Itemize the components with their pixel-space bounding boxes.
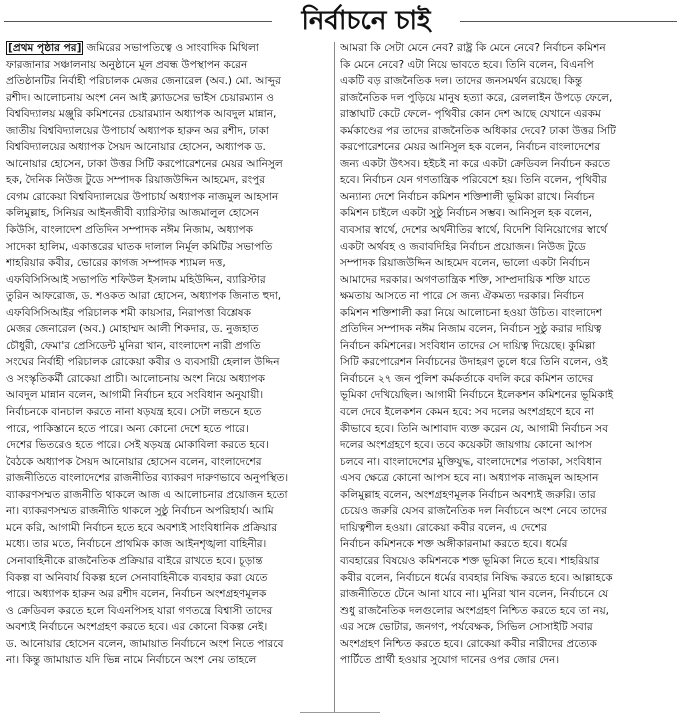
article-line	[340, 553, 673, 570]
article-line-text: প্রতিদিন সম্পাদক নঈম নিজাম বলেন, নির্বাচন সুষ্ঠু করার দায়িত্ব	[340, 323, 602, 336]
article-line	[6, 255, 331, 272]
article-line-text: দলের অংশগ্রহণে হবে। তবে কয়েকটা জায়গায় কোনো আপস	[340, 439, 592, 452]
article-line-text: হক, দৈনিক নিউজ টুডে সম্পাদক রিয়াজউদ্দিন আহমেদ, রংপুর	[6, 174, 266, 187]
continued-tag: [প্রথম পৃষ্ঠার পর]	[8, 42, 82, 54]
article-line	[340, 487, 673, 504]
article-line-text: এফবিসিসিআই সভাপতি শফিউল ইসলাম মহিউদ্দিন, ব্যারিস্টার	[6, 273, 266, 286]
article-line-text: জন্য একটা উৎসব। হইচই না করে একটা ক্রেডিবল নির্বাচন করতে	[340, 157, 610, 170]
article-line	[340, 90, 673, 107]
article-line	[6, 371, 331, 388]
article-line	[340, 57, 673, 74]
headline-bar	[0, 4, 681, 38]
headline-rule-right	[460, 21, 677, 22]
headline-rule-left	[4, 21, 272, 22]
article-line-text: পার্টিতে প্রার্থী হওয়ার সুযোগ দানের ওপর জোর দেন।	[340, 654, 560, 667]
article-line	[6, 619, 331, 636]
article-line	[340, 404, 673, 421]
article-line	[6, 421, 331, 438]
article-line	[340, 536, 673, 553]
article-line	[340, 520, 673, 537]
article-line	[340, 387, 673, 404]
article-line	[6, 106, 331, 123]
article-line	[6, 123, 331, 140]
article-line-text: দেশের ভিতরেও হতে পারে। সেই ষড়যন্ত্র মোকাবিলা করতে হবে।	[6, 439, 269, 452]
article-line-text: শাহরিয়ার কবীর, ভোরের কাগজ সম্পাদক শ্যামল দত্ত,	[6, 257, 226, 270]
article-line-text: প্রতিষ্ঠানটির নির্বাহী পরিচালক মেজর জেনারেল (অব.) মো. আব্দুর	[6, 75, 281, 88]
article-line-text: দায়িত্বশীল হওয়া। রোকেয়া কবীর বলেন, এ দেশের	[340, 521, 547, 534]
article-line	[340, 40, 673, 57]
headline: নির্বাচনে চাই	[301, 6, 431, 36]
article-line	[340, 354, 673, 371]
article-line-text: না। কিন্তু জামায়াত যদি ভিন্ন নামে নির্বাচনে অংশ নেয় তাহলে	[6, 654, 257, 667]
article-line-text: একটা অর্থবহ ও জবাবদিহির নির্বাচন প্রয়োজন। নিউজ টুডে	[340, 240, 586, 253]
article-line-text: কমিশন চাইলে একটা সুষ্ঠু নির্বাচন সম্ভব। আনিসুল হক বলেন,	[340, 207, 593, 220]
article-line-text: ও ক্রেডিবল করতে হলে বিএনপিসহ যারা গণতন্ত্রে বিশ্বাসী তাদের	[6, 604, 273, 617]
article-line	[6, 553, 331, 570]
article-line-text: এসব ক্ষেত্রে কোনো আপস হবে না। অধ্যাপক নাজমুল আহসান	[340, 472, 599, 485]
article-line-text: চলবে না। বাংলাদেশের মুক্তিযুদ্ধ, বাংলাদেশের পতাকা, সংবিধান	[340, 455, 602, 468]
article-line	[340, 272, 673, 289]
article-line	[6, 288, 331, 305]
article-line	[6, 470, 331, 487]
article-line	[6, 338, 331, 355]
article-line	[6, 354, 331, 371]
article-line	[6, 321, 331, 338]
article-line-text: কবীর বলেন, নির্বাচনে ধর্মের ব্যবহার নিষিদ্ধ করতে হবে। আল্লাহকে	[340, 571, 613, 584]
article-line	[6, 437, 331, 454]
article-line	[340, 305, 673, 322]
article-line	[340, 371, 673, 388]
article-line	[6, 652, 331, 669]
article-line-text: রাস্তাঘাট কেটে ফেলে- পৃথিবীর কোন দেশ আছে যেখানে এরকম	[340, 108, 601, 121]
article-line	[340, 603, 673, 620]
column-divider	[334, 42, 335, 712]
article-line-text: এর সঙ্গে ভোটার, জনগণ, পর্যবেক্ষক, সিভিল সোসাইটি সবার	[340, 621, 593, 634]
article-line	[6, 536, 331, 553]
article-line-text: অন্যান্য দেশে নির্বাচন কমিশন শক্তিশালী ভূমিকা রাখে। নির্বাচন	[340, 190, 595, 203]
article-line	[6, 272, 331, 289]
article-line-text: চৌধুরী, ফেমা'র প্রেসিডেন্ট মুনিরা খান, বাংলাদেশ নারী প্রগতি	[6, 339, 261, 352]
article-line-text: নির্বাচনকে বানচাল করতে নানা ষড়যন্ত্র হবে। সেটা লন্ডনে হতে	[6, 406, 262, 419]
article-line-text: মেজর জেনারেল (অব.) মোহাম্মদ আলী শিকদার, ড. নুজহাত	[6, 323, 259, 336]
article-line	[6, 156, 331, 173]
article-line-text: কর্মকাণ্ডের পর তাদের রাজনৈতিক অধিকার দেবে? ঢাকা উত্তর সিটি	[340, 124, 616, 137]
article-line	[340, 437, 673, 454]
article-line-text: ব্যবসার স্বার্থে, দেশের অর্থনীতির স্বার্থে, বিদেশি বিনিয়োগের স্বার্থে	[340, 224, 608, 237]
article-line	[340, 156, 673, 173]
article-line-text: সাদেকা হালিম, একাত্তরের ঘাতক দালাল নির্মূল কমিটির সভাপতি	[6, 240, 273, 253]
article-line-text: বলে দেবে ইলেকশন কেমন হবে: সব দলের অংশগ্রহণে হবে না	[340, 406, 594, 419]
article-line-text: রাজনীতিতে টেনে আনা যাবে না। মুনিরা খান বলেন, নির্বাচনে যে	[340, 588, 609, 601]
article-line	[340, 222, 673, 239]
article-line-text: তুরিন আফরোজ, ড. শওকত আরা হোসেন, অধ্যাপক জিনাত হুদা,	[6, 290, 282, 303]
article-line	[6, 503, 331, 520]
article-line-text: কমিশন শক্তিশালী করা নিয়ে আলোচনা হওয়া উচিত। বাংলাদেশ	[340, 306, 603, 319]
article-line-text: ফারজানার সঞ্চালনায় অনুষ্ঠানে মূল প্রবন্ধ উপস্থাপন করেন	[6, 58, 248, 71]
article-line	[6, 520, 331, 537]
article-line-text: ও সংস্কৃতিকর্মী রোকেয়া প্রাচী। আলোচনায় অংশ নিয়ে অধ্যাপক	[6, 372, 266, 385]
article-line-text: মনে করি, আগামী নির্বাচন হতে হবে অবশ্যই সাংবিধানিক প্রক্রিয়ার	[6, 521, 278, 534]
article-line-text: এফবিসিসিআইর পরিচালক শমী কায়সার, নিরাপত্তা বিশ্লেষক	[6, 306, 251, 319]
article-line-text: সিটি করপোরেশন নির্বাচনের উদাহরণ তুলে ধরে তিনি বলেন, ওই	[340, 356, 608, 369]
article-line-text: না। ব্যাকরণসম্মত রাজনীতি থাকলে সুষ্ঠু নির্বাচন অপরিহার্য। আমি	[6, 505, 274, 518]
article-line-text: মধ্যে। তার মতে, নির্বাচনে প্রাথমিক কাজ আইনশৃঙ্খলা বাহিনীর।	[6, 538, 267, 551]
article-line	[6, 570, 331, 587]
article-line-text: পারে। অধ্যাপক হারুন অর রশীদ বলেন, নির্বাচন অংশগ্রহণমূলক	[6, 588, 267, 601]
article-line	[6, 189, 331, 206]
article-column-right	[340, 40, 673, 712]
article-line	[6, 40, 331, 57]
article-line	[6, 205, 331, 222]
article-line	[340, 172, 673, 189]
article-line-text: নির্বাচন কমিশনের। সংবিধান তাদের সে দায়িত্ব দিয়েছে। কুমিল্লা	[340, 339, 596, 352]
article-line	[340, 619, 673, 636]
article-line	[340, 421, 673, 438]
article-line	[340, 106, 673, 123]
article-line	[6, 57, 331, 74]
article-line-text: হবে। নির্বাচন যেন গণতান্ত্রিক পরিবেশে হয়। তিনি বলেন, পৃথিবীর	[340, 174, 607, 187]
article-line	[6, 239, 331, 256]
article-line	[6, 586, 331, 603]
article-line-text: অংশগ্রহণ নিশ্চিত করতে হবে। রোকেয়া কবীর নারীদের প্রত্যেক	[340, 637, 597, 650]
article-line-text: একটি বড় রাজনৈতিক দল। তাদের জনসমর্থন রয়েছে। কিন্তু	[340, 75, 583, 88]
article-line	[340, 255, 673, 272]
article-line-text: আমাদের দরকার। অগণতান্ত্রিক শক্তি, সাম্প্রদায়িক শক্তি যাতে	[340, 273, 591, 286]
article-line-text: কিউসি, বাংলাদেশ প্রতিদিন সম্পাদক নঈম নিজাম, অধ্যাপক	[6, 224, 254, 237]
article-line-text: ক্ষমতায় আসতে না পারে সে জন্য ঐকমত্য দরকার। নির্বাচন	[340, 290, 584, 303]
article-line-text: আবদুল মান্নান বলেন, আগামী নির্বাচন হবে সংবিধান অনুযায়ী।	[6, 389, 264, 402]
article-line-text: নির্বাচনে ২৭ জন পুলিশ কর্মকর্তাকে বদলি করে কমিশন তাদের	[340, 372, 594, 385]
article-column-left	[6, 40, 331, 712]
article-line	[6, 603, 331, 620]
article-line	[6, 454, 331, 471]
article-line	[340, 454, 673, 471]
article-line-text: কীভাবে হবে। তিনি আশাবাদ ব্যক্ত করেন যে, আগামী নির্বাচন সব	[340, 422, 609, 435]
article-line	[340, 189, 673, 206]
article-line	[340, 470, 673, 487]
article-line-text: পারে, পাকিস্তানে হতে পারে। অন্য কোনো দেশে হতে পারে।	[6, 422, 249, 435]
article-line-text: কলিমুল্লাহ, সিনিয়র আইনজীবী ব্যারিস্টার আজমালুল হোসেন	[6, 207, 260, 220]
article-line	[340, 586, 673, 603]
article-line	[340, 139, 673, 156]
article-line	[340, 321, 673, 338]
article-line-text: সেনাবাহিনীকে রাজনৈতিক প্রক্রিয়ার বাইরে রাখতে হবে। চূড়ান্ত	[6, 554, 263, 567]
article-line-text: রশীদ। আলোচনায় অংশ নেন আই ক্ল্যাডসের ভাইস চেয়ারম্যান ও	[6, 91, 275, 104]
article-line	[6, 139, 331, 156]
article-line-text: জমিরের সভাপতিত্বে ও সাংবাদিক মিথিলা	[83, 42, 259, 54]
article-line	[6, 387, 331, 404]
article-line-text: কি মেনে নেবে? এটা নিয়ে ভাবতে হবে। তিনি বলেন, বিএনপি	[340, 58, 594, 71]
article-line	[340, 338, 673, 355]
article-line	[340, 288, 673, 305]
article-line-text: বিশ্ববিদ্যালয়ের অধ্যাপক সৈয়দ আনোয়ার হোসেন, অধ্যাপক ড.	[6, 141, 266, 154]
article-line	[340, 652, 673, 669]
article-line	[6, 404, 331, 421]
article-line	[340, 636, 673, 653]
article-line	[6, 222, 331, 239]
article-line-text: বৈঠকে অধ্যাপক সৈয়দ আনোয়ার হোসেন বলেন, বাংলাদেশের	[6, 455, 262, 468]
article-line-text: বিকল্প বা অনিবার্য বিকল্প হলে সেনাবাহিনীকে ব্যবহার করা যেতে	[6, 571, 268, 584]
article-line-text: নির্বাচন কমিশনকে শক্ত অঙ্গীকারনামা করতে হবে। ধর্মের	[340, 538, 568, 551]
article-line-text: অবশ্যই নির্বাচনে অংশগ্রহণ করতে হবে। এর কোনো বিকল্প নেই।	[6, 621, 268, 634]
article-line-text: চেয়েও জরুরি যেসব রাজনৈতিক দল নির্বাচনে অংশ নেবে তাদের	[340, 505, 607, 518]
article-line	[340, 73, 673, 90]
article-line	[340, 239, 673, 256]
article-line	[6, 487, 331, 504]
article-line-text: কলিমুল্লাহ বলেন, অংশগ্রহণমূলক নির্বাচন অবশ্যই জরুরি। তার	[340, 488, 596, 501]
article-line-text: ড. আনোয়ার হোসেন বলেন, জামায়াত নির্বাচনে অংশ নিতে পারবে	[6, 637, 284, 650]
article-line	[340, 205, 673, 222]
article-line-text: ব্যবহারের বিষয়েও কমিশনকে শক্ত ভূমিকা নিতে হবে। শাহরিয়ার	[340, 554, 600, 567]
article-line-text: শুধু রাজনৈতিক দলগুলোর অংশগ্রহণ নিশ্চিত করতে হবে তা নয়,	[340, 604, 610, 617]
article-line-text: বিশ্ববিদ্যালয় মঞ্জুরি কমিশনের চেয়ারম্যান অধ্যাপক আবদুল মান্নান,	[6, 108, 277, 121]
article-line	[6, 305, 331, 322]
article-line-text: বেগম রোকেয়া বিশ্ববিদ্যালয়ের উপাচার্য অধ্যাপক নাজমুল আহসান	[6, 190, 279, 203]
article-line	[6, 172, 331, 189]
article-line-text: রাজনীতিতে বাংলাদেশের রাজনীতির ব্যাকরণ দারুণভাবে অনুপস্থিত।	[6, 472, 289, 485]
article-line	[6, 73, 331, 90]
article-line-text: আনোয়ার হোসেন, ঢাকা উত্তর সিটি করপোরেশনের মেয়র আনিসুল	[6, 157, 283, 170]
article-line-text: সম্পাদক রিয়াজউদ্দিন আহমেদ বলেন, ভালো একটা নির্বাচন	[340, 257, 590, 270]
article-line	[6, 636, 331, 653]
article-line-text: জাতীয় বিশ্ববিদ্যালয়ের উপাচার্য অধ্যাপক হারুন অর রশীদ, ঢাকা	[6, 124, 269, 137]
article-line	[340, 123, 673, 140]
article-line-text: আমরা কি সেটা মেনে নেব? রাষ্ট্র কি মেনে নেবে? নির্বাচন কমিশন	[340, 42, 606, 54]
article-line	[340, 570, 673, 587]
article-line	[6, 90, 331, 107]
article-line-text: সংঘের নির্বাহী পরিচালক রোকেয়া কবীর ও ব্যবসায়ী হেলাল উদ্দিন	[6, 356, 280, 369]
article-line-text: ভূমিকা দেখিয়েছিল। আগামী নির্বাচনে ইলেকশন কমিশনের ভূমিকাই	[340, 389, 614, 402]
article-line-text: রাজনৈতিক দল পুড়িয়ে মানুষ হত্যা করে, রেললাইন উপড়ে ফেলে,	[340, 91, 613, 104]
article-line-text: করপোরেশনের মেয়র আনিসুল হক বলেন, নির্বাচন বাংলাদেশের	[340, 141, 601, 154]
article-line-text: ব্যাকরণসম্মত রাজনীতি থাকলে আজ এ আলোচনার প্রয়োজন হতো	[6, 488, 288, 501]
article-line	[340, 503, 673, 520]
